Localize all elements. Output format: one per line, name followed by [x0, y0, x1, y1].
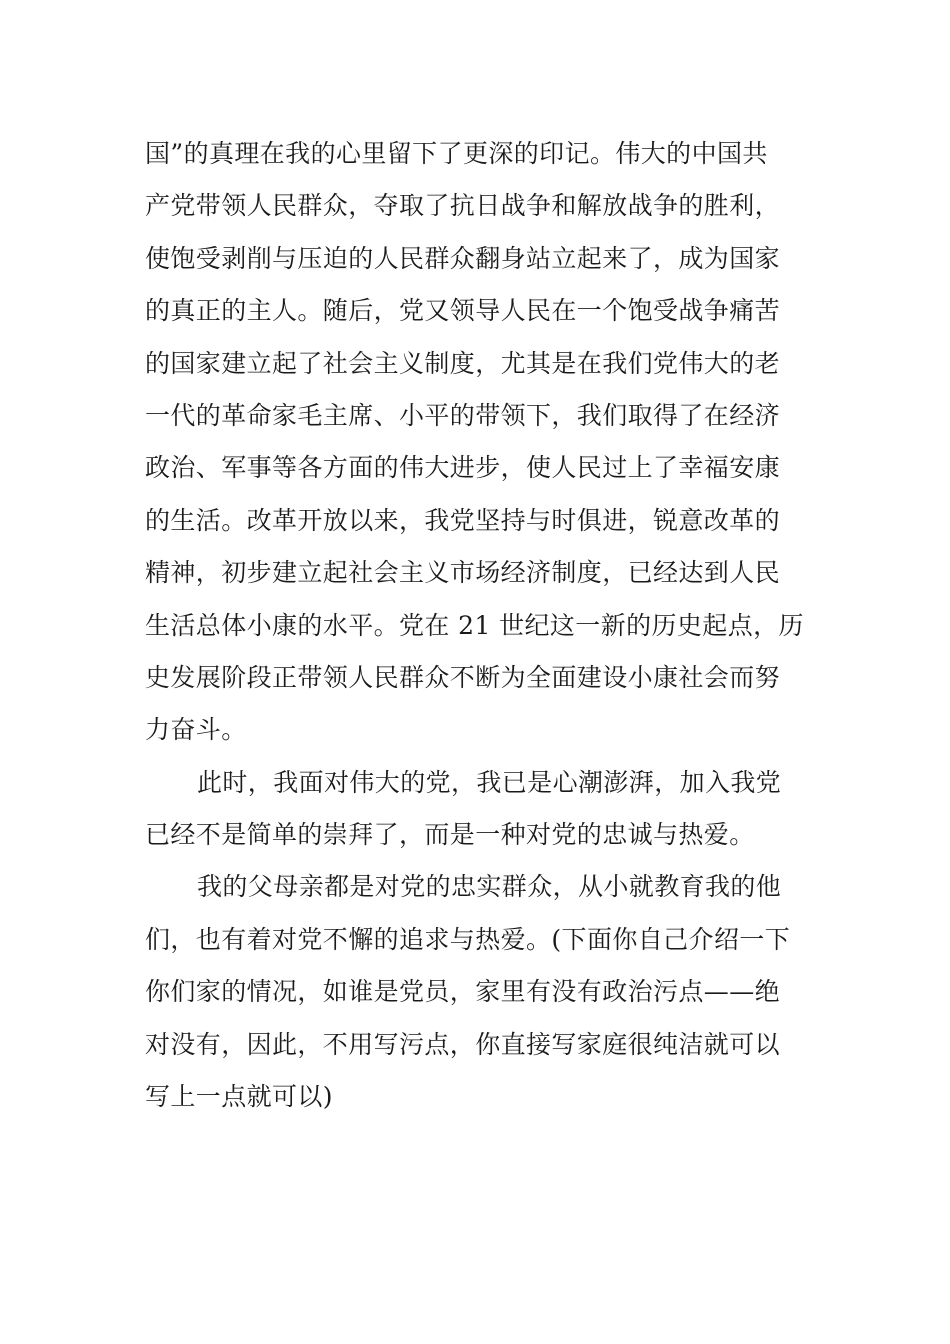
text-line: 一代的革命家毛主席、小平的带领下，我们取得了在经济 — [145, 400, 781, 430]
text-line: 生活总体小康的水平。党在 21 世纪这一新的历史起点，历 — [145, 610, 804, 640]
text-line: 政治、军事等各方面的伟大进步，使人民过上了幸福安康 — [145, 453, 781, 483]
text-line: 力奋斗。 — [145, 715, 247, 745]
text-line: 的生活。改革开放以来，我党坚持与时俱进，锐意改革的 — [145, 505, 781, 535]
text-line: 国”的真理在我的心里留下了更深的印记。伟大的中国共 — [145, 139, 768, 168]
text-line: 写上一点就可以) — [145, 1082, 333, 1112]
text-line: 的真正的主人。随后，党又领导人民在一个饱受战争痛苦 — [145, 296, 781, 326]
text-line: 产党带领人民群众，夺取了抗日战争和解放战争的胜利， — [145, 191, 781, 221]
text-line: 们，也有着对党不懈的追求与热爱。(下面你自己介绍一下 — [145, 924, 791, 954]
paragraph-start-line: 此时，我面对伟大的党，我已是心潮澎湃，加入我党 — [197, 767, 782, 797]
text-line: 已经不是简单的崇拜了，而是一种对党的忠诚与热爱。 — [145, 820, 755, 850]
text-line: 你们家的情况，如谁是党员，家里有没有政治污点——绝 — [145, 977, 781, 1007]
text-line: 精神，初步建立起社会主义市场经济制度，已经达到人民 — [145, 558, 781, 588]
text-line: 史发展阶段正带领人民群众不断为全面建设小康社会而努 — [145, 662, 781, 692]
document-body — [145, 128, 810, 1123]
text-line: 使饱受剥削与压迫的人民群众翻身站立起来了，成为国家 — [145, 243, 781, 273]
text-line: 的国家建立起了社会主义制度，尤其是在我们党伟大的老 — [145, 348, 781, 378]
paragraph-start-line: 我的父母亲都是对党的忠实群众，从小就教育我的他 — [197, 872, 782, 902]
text-line: 对没有，因此，不用写污点，你直接写家庭很纯洁就可以 — [145, 1029, 781, 1059]
